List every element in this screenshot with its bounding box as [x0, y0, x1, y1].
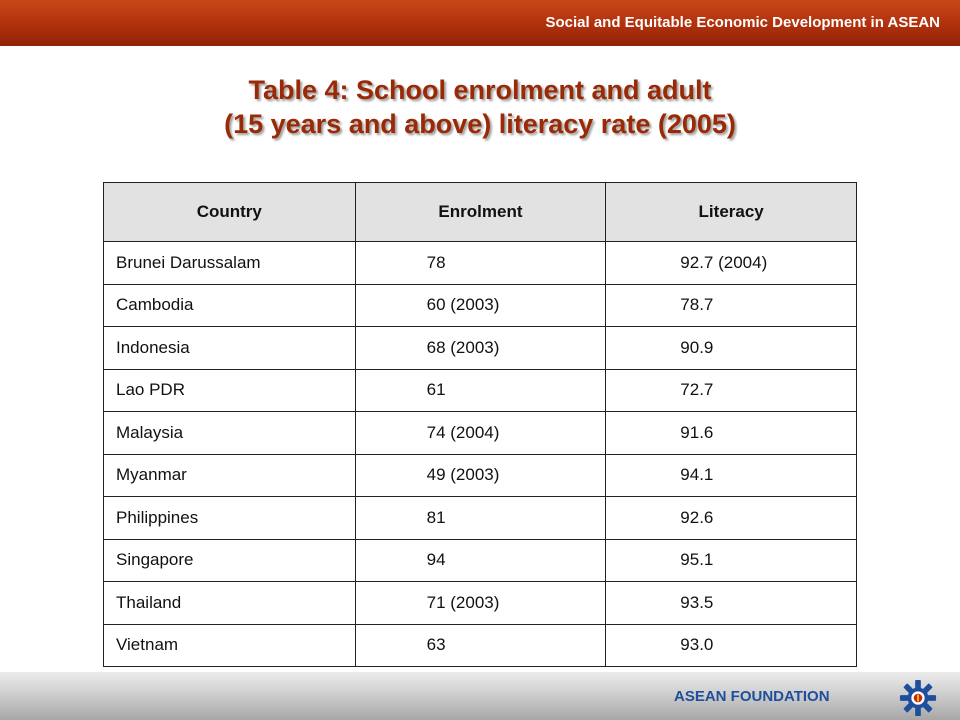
- enrolment-cell: 81: [355, 497, 606, 540]
- table-row: [104, 624, 857, 667]
- footer-text: ASEAN FOUNDATION: [674, 688, 830, 705]
- enrolment-cell: 74 (2004): [355, 412, 606, 455]
- literacy-cell: 93.0: [606, 624, 857, 667]
- literacy-cell: 92.7 (2004): [606, 242, 857, 285]
- header-text: Social and Equitable Economic Development in ASEAN: [545, 14, 940, 31]
- enrolment-cell: 71 (2003): [355, 582, 606, 625]
- data-table: [103, 182, 857, 667]
- table-row: [104, 369, 857, 412]
- country-cell: Myanmar: [104, 454, 356, 497]
- footer-bar: [0, 672, 960, 720]
- column-header-enrolment: Enrolment: [355, 183, 606, 242]
- literacy-cell: 92.6: [606, 497, 857, 540]
- country-cell: Thailand: [104, 582, 356, 625]
- enrolment-cell: 60 (2003): [355, 284, 606, 327]
- header-bar: [0, 0, 960, 46]
- literacy-cell: 95.1: [606, 539, 857, 582]
- country-cell: Vietnam: [104, 624, 356, 667]
- country-cell: Indonesia: [104, 327, 356, 370]
- enrolment-cell: 49 (2003): [355, 454, 606, 497]
- literacy-cell: 90.9: [606, 327, 857, 370]
- table-row: [104, 242, 857, 285]
- table-row: [104, 539, 857, 582]
- country-cell: Lao PDR: [104, 369, 356, 412]
- slide-title: [0, 73, 960, 141]
- country-cell: Malaysia: [104, 412, 356, 455]
- literacy-cell: 78.7: [606, 284, 857, 327]
- title-line-2: (15 years and above) literacy rate (2005): [224, 109, 736, 139]
- country-cell: Singapore: [104, 539, 356, 582]
- country-cell: Philippines: [104, 497, 356, 540]
- table-row: [104, 327, 857, 370]
- enrolment-cell: 94: [355, 539, 606, 582]
- country-cell: Cambodia: [104, 284, 356, 327]
- enrolment-cell: 68 (2003): [355, 327, 606, 370]
- enrolment-cell: 78: [355, 242, 606, 285]
- title-line-1: Table 4: School enrolment and adult: [248, 75, 712, 105]
- table-row: [104, 412, 857, 455]
- table-row: [104, 454, 857, 497]
- column-header-country: Country: [104, 183, 356, 242]
- table-row: [104, 497, 857, 540]
- literacy-cell: 94.1: [606, 454, 857, 497]
- asean-foundation-logo-icon: [899, 679, 937, 717]
- literacy-cell: 72.7: [606, 369, 857, 412]
- table-row: [104, 284, 857, 327]
- literacy-cell: 91.6: [606, 412, 857, 455]
- table-header-row: [104, 183, 857, 242]
- enrolment-cell: 63: [355, 624, 606, 667]
- column-header-literacy: Literacy: [606, 183, 857, 242]
- enrolment-cell: 61: [355, 369, 606, 412]
- country-cell: Brunei Darussalam: [104, 242, 356, 285]
- literacy-cell: 93.5: [606, 582, 857, 625]
- table-row: [104, 582, 857, 625]
